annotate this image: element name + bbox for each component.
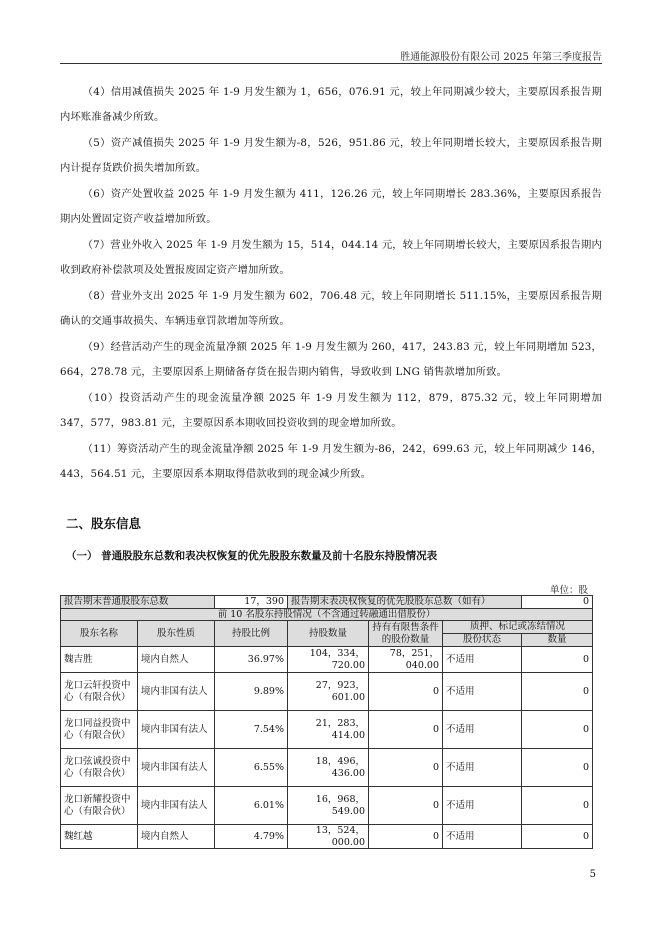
cell-name: 龙口弦诚投资中心（有限合伙） xyxy=(61,749,138,787)
cell-nature: 境内非国有法人 xyxy=(138,673,215,711)
cell-restricted: 0 xyxy=(369,711,443,749)
cell-qty: 0 xyxy=(522,673,593,711)
total-shareholders-label: 报告期末普通股股东总数 xyxy=(61,596,215,609)
preferred-shareholders-label: 报告期末表决权恢复的优先股股东总数（如有） xyxy=(288,596,522,609)
cell-restricted: 0 xyxy=(369,673,443,711)
col-header-pledge-status: 股份状态 xyxy=(443,634,522,647)
cell-ratio: 36.97% xyxy=(215,647,288,673)
cell-shares: 27，923，601.00 xyxy=(288,673,369,711)
col-header-name: 股东名称 xyxy=(61,621,138,647)
paragraph-credit-impairment: （4）信用减值损失 2025 年 1-9 月发生额为 1，656，076.91 元，较上年同期减少较大，主要原因系报告期内坏账准备减少所致。 xyxy=(60,86,602,123)
cell-status: 不适用 xyxy=(443,787,522,825)
header-row-1 xyxy=(61,621,593,634)
paragraph-asset-impairment: （5）资产减值损失 2025 年 1-9 月发生额为-8，526，951.86 元，较上年同期增长较大，主要原因系报告期内计提存货跌价损失增加所致。 xyxy=(60,137,602,174)
top10-caption: 前 10 名股东持股情况（不含通过转融通出借股份） xyxy=(61,608,593,621)
cell-qty: 0 xyxy=(522,787,593,825)
cell-status: 不适用 xyxy=(443,749,522,787)
paragraph-financing-cashflow: （11）筹资活动产生的现金流量净额 2025 年 1-9 月发生额为-86，242，699.63 元，较上年同期减少 146，443，564.51 元，主要原因系本期取得借款收到的现金减少所致。 xyxy=(60,443,602,480)
cell-shares: 104，334，720.00 xyxy=(288,647,369,673)
cell-status: 不适用 xyxy=(443,711,522,749)
cell-nature: 境内非国有法人 xyxy=(138,749,215,787)
header-divider xyxy=(60,63,602,64)
col-header-pledge-group: 质押、标记或冻结情况 xyxy=(443,621,593,634)
cell-status: 不适用 xyxy=(443,673,522,711)
cell-qty: 0 xyxy=(522,711,593,749)
cell-nature: 境内非国有法人 xyxy=(138,787,215,825)
cell-ratio: 4.79% xyxy=(215,825,288,849)
cell-ratio: 9.89% xyxy=(215,673,288,711)
page-number: 5 xyxy=(589,869,596,880)
cell-name: 龙口新耀投资中心（有限合伙） xyxy=(61,787,138,825)
cell-name: 魏吉胜 xyxy=(61,647,138,673)
cell-name: 龙口云轩投资中心（有限合伙） xyxy=(61,673,138,711)
table-row xyxy=(61,825,593,849)
col-header-pledge-qty: 数量 xyxy=(522,634,593,647)
cell-status: 不适用 xyxy=(443,825,522,849)
cell-qty: 0 xyxy=(522,825,593,849)
section-title: 二、股东信息 xyxy=(66,516,142,531)
cell-ratio: 7.54% xyxy=(215,711,288,749)
cell-restricted: 78，251，040.00 xyxy=(369,647,443,673)
cell-qty: 0 xyxy=(522,647,593,673)
cell-shares: 21，283，414.00 xyxy=(288,711,369,749)
cell-ratio: 6.01% xyxy=(215,787,288,825)
page-header-title: 胜通能源股份有限公司 2025 年第三季度报告 xyxy=(400,52,602,63)
summary-row xyxy=(61,596,593,609)
col-header-ratio: 持股比例 xyxy=(215,621,288,647)
paragraph-operating-cashflow: （9）经营活动产生的现金流量净额 2025 年 1-9 月发生额为 260，417，243.83 元，较上年同期增加 523，664，278.78 元，主要原因系上期储备存货在报告期内销售，导致收到 LNG 销售款增加所致。 xyxy=(60,341,602,378)
shareholder-table xyxy=(60,595,593,849)
col-header-nature: 股东性质 xyxy=(138,621,215,647)
cell-shares: 18，496，436.00 xyxy=(288,749,369,787)
paragraph-asset-disposal: （6）资产处置收益 2025 年 1-9 月发生额为 411，126.26 元，较上年同期增长 283.36%，主要原因系报告期内处置固定资产收益增加所致。 xyxy=(60,188,602,225)
cell-restricted: 0 xyxy=(369,825,443,849)
col-header-shares: 持股数量 xyxy=(288,621,369,647)
paragraph-investing-cashflow: （10）投资活动产生的现金流量净额 2025 年 1-9 月发生额为 112，879，875.32 元，较上年同期增加 347，577，983.81 元，主要原因系本期收回投资收到的现金增加所致。 xyxy=(60,392,602,429)
cell-nature: 境内非国有法人 xyxy=(138,711,215,749)
subsection-title: （一） 普通股股东总数和表决权恢复的优先股股东数量及前十名股东持股情况表 xyxy=(66,550,438,562)
total-shareholders-value: 17，390 xyxy=(215,596,288,609)
table-row xyxy=(61,711,593,749)
table-row xyxy=(61,787,593,825)
cell-restricted: 0 xyxy=(369,787,443,825)
cell-name: 魏红越 xyxy=(61,825,138,849)
cell-name: 龙口同益投资中心（有限合伙） xyxy=(61,711,138,749)
cell-status: 不适用 xyxy=(443,647,522,673)
paragraph-nonoperating-income: （7）营业外收入 2025 年 1-9 月发生额为 15，514，044.14 元，较上年同期增长较大，主要原因系报告期内收到政府补偿款项及处置报废固定资产增加所致。 xyxy=(60,239,602,276)
table-row xyxy=(61,673,593,711)
cell-nature: 境内自然人 xyxy=(138,647,215,673)
preferred-shareholders-value: 0 xyxy=(522,596,593,609)
cell-ratio: 6.55% xyxy=(215,749,288,787)
cell-shares: 16，968，549.00 xyxy=(288,787,369,825)
cell-restricted: 0 xyxy=(369,749,443,787)
cell-shares: 13，524，000.00 xyxy=(288,825,369,849)
unit-label: 单位：股 xyxy=(549,585,588,596)
top10-caption-row xyxy=(61,608,593,621)
cell-qty: 0 xyxy=(522,749,593,787)
table-row xyxy=(61,647,593,673)
col-header-restricted: 持有有限售条件的股份数量 xyxy=(369,621,443,647)
paragraph-nonoperating-expense: （8）营业外支出 2025 年 1-9 月发生额为 602，706.48 元，较上年同期增长 511.15%，主要原因系报告期确认的交通事故损失、车辆违章罚款增加等所致。 xyxy=(60,290,602,327)
table-row xyxy=(61,749,593,787)
cell-nature: 境内自然人 xyxy=(138,825,215,849)
